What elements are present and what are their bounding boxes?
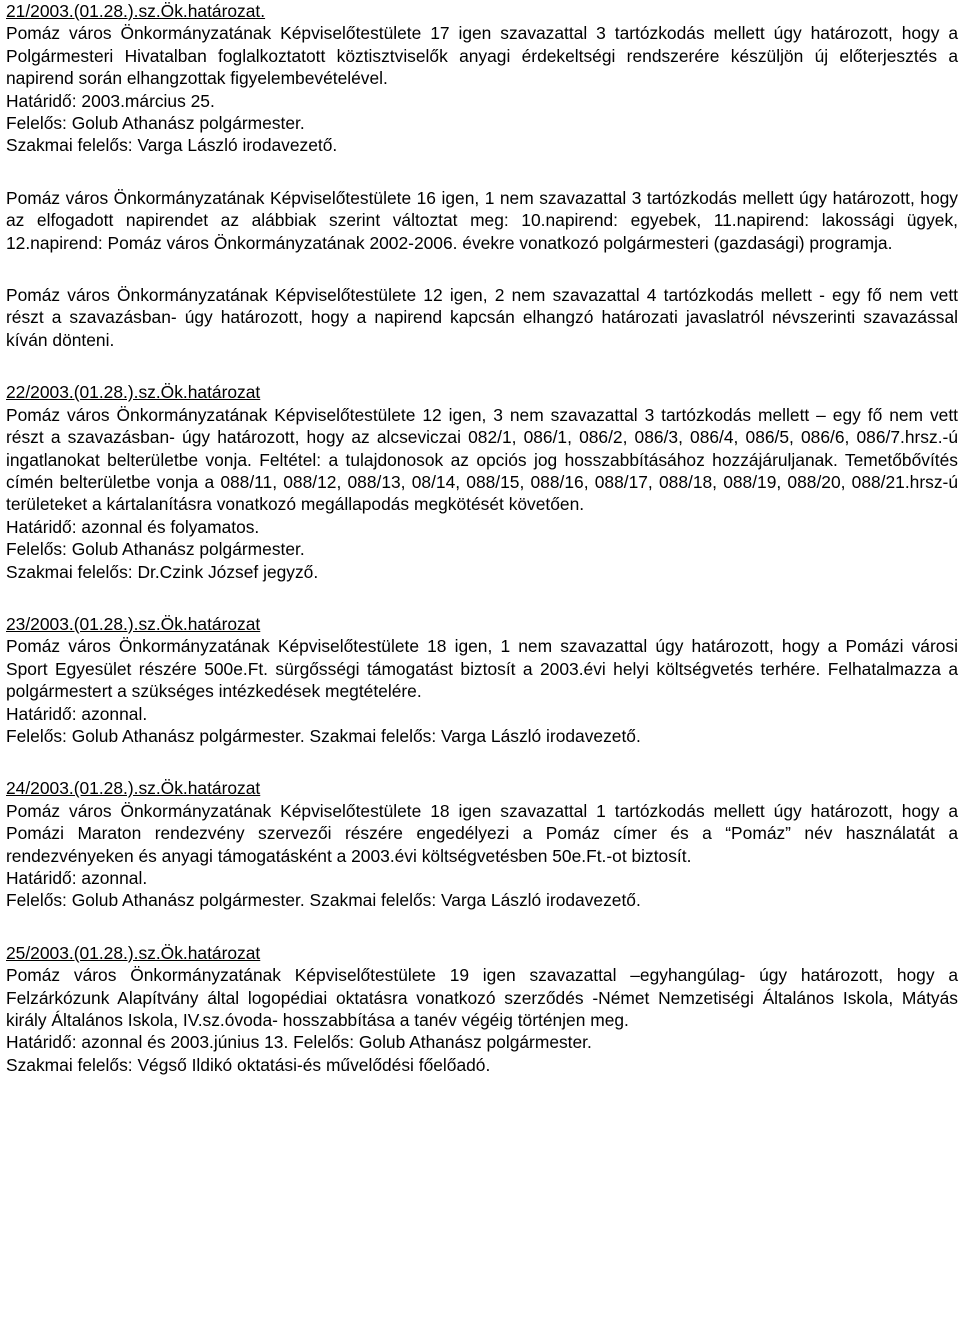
resolution-heading: 24/2003.(01.28.).sz.Ök.határozat xyxy=(6,778,261,799)
document-page xyxy=(6,0,958,1076)
resolution-heading: 23/2003.(01.28.).sz.Ök.határozat xyxy=(6,613,261,634)
deadline-line: Határidő: azonnal. xyxy=(6,703,148,724)
deadline-line: Határidő: azonnal és folyamatos. xyxy=(6,516,260,537)
resolution-body: Pomáz város Önkormányzatának Képviselőtestülete 19 igen szavazattal –egyhangúlag- úgy határozott, hogy a Felzárkózunk Alapítvány által logopédiai oktatásra vonatkozó szerződés -Német Nemzetiségi Általános Iskola, Mátyás király Általános Iskola, IV.sz.óvoda- hosszabbítása a tanév végéig történjen meg. xyxy=(6,965,958,1031)
resolution-body: Pomáz város Önkormányzatának Képviselőtestülete 18 igen, 1 nem szavazattal úgy határozott, hogy a Pomázi városi Sport Egyesület részére 500e.Ft. sürgősségi támogatást biztosít a 2003.évi helyi költségvetés terhére. Felhatalmazza a polgármestert a szükséges intézkedések megtételére. xyxy=(6,636,958,702)
expert-line: Szakmai felelős: Végső Ildikó oktatási-és művelődési főelőadó. xyxy=(6,1054,491,1075)
responsible-line: Felelős: Golub Athanász polgármester. Szakmai felelős: Varga László irodavezető. xyxy=(6,725,641,746)
resolution-21 xyxy=(6,0,958,157)
expert-line: Szakmai felelős: Dr.Czink József jegyző. xyxy=(6,561,319,582)
resolution-22 xyxy=(6,381,958,583)
resolution-25 xyxy=(6,942,958,1076)
resolution-heading: 25/2003.(01.28.).sz.Ök.határozat xyxy=(6,942,261,963)
responsible-line: Felelős: Golub Athanász polgármester. xyxy=(6,539,305,560)
rollcall-resolution xyxy=(6,284,958,351)
resolution-body: Pomáz város Önkormányzatának Képviselőtestülete 12 igen, 2 nem szavazattal 4 tartózkodás mellett - egy fő nem vett részt a szavazásban- úgy határozott, hogy a napirend kapcsán elhangzó határozati javaslatról névszerinti szavazással kíván dönteni. xyxy=(6,285,958,350)
responsible-line: Felelős: Golub Athanász polgármester. Szakmai felelős: Varga László irodavezető. xyxy=(6,890,641,911)
deadline-line: Határidő: 2003.március 25. xyxy=(6,90,215,111)
expert-line: Szakmai felelős: Varga László irodavezető. xyxy=(6,135,338,156)
resolution-body: Pomáz város Önkormányzatának Képviselőtestülete 16 igen, 1 nem szavazattal 3 tartózkodás mellett úgy határozott, hogy az elfogadott napirendet az alábbiak szerint változtat meg: 10.napirend: egyebek, 11.napirend: lakossági ügyek, 12.napirend: Pomáz város Önkormányzatának 2002-2006. évekre vonatkozó polgármesteri (gazdasági) programja. xyxy=(6,187,958,253)
deadline-line: Határidő: azonnal. xyxy=(6,868,148,888)
deadline-line: Határidő: azonnal és 2003.június 13. Felelős: Golub Athanász polgármester. xyxy=(6,1032,592,1053)
agenda-resolution xyxy=(6,187,958,254)
resolution-heading: 21/2003.(01.28.).sz.Ök.határozat. xyxy=(6,1,266,21)
resolution-body: Pomáz város Önkormányzatának Képviselőtestülete 17 igen szavazattal 3 tartózkodás mellett úgy határozott, hogy a Polgármesteri Hivatalban foglalkoztatott köztisztviselők anyagi érdekeltségi rendszerére készüljön új előterjesztés a napirend során elhangzottak figyelembevételével. xyxy=(6,23,958,89)
resolution-body: Pomáz város Önkormányzatának Képviselőtestülete 18 igen szavazattal 1 tartózkodás mellett úgy határozott, hogy a Pomázi Maraton rendezvény szervezői részére engedélyezi a Pomáz címer és a “Pomáz” név használatát a rendezvényeken és anyagi támogatásként a 2003.évi költségvetésben 50e.Ft.-ot biztosít. xyxy=(6,800,958,866)
resolution-body: Pomáz város Önkormányzatának Képviselőtestülete 12 igen, 3 nem szavazattal 3 tartózkodás mellett – egy fő nem vett részt a szavazásban- úgy határozott, hogy az alcseviczai 082/1, 086/1, 086/2, 086/3, 086/4, 086/5, 086/6, 086/7.hrsz.-ú ingatlanokat belterületbe vonja. Feltétel: a tulajdonosok az opciós jog hosszabbításához hozzájáruljanak. Temetőbővítés címén belterületbe vonja a 088/11, 088/12, 088/13, 08/14, 088/15, 088/16, 088/17, 088/18, 088/19, 088/20, 088/21.hrsz-ú területeket a kártalanításra vonatkozó megállapodás megkötését követően. xyxy=(6,404,958,515)
resolution-23 xyxy=(6,613,958,747)
responsible-line: Felelős: Golub Athanász polgármester. xyxy=(6,113,305,134)
resolution-24 xyxy=(6,777,958,911)
resolution-heading: 22/2003.(01.28.).sz.Ök.határozat xyxy=(6,382,261,403)
